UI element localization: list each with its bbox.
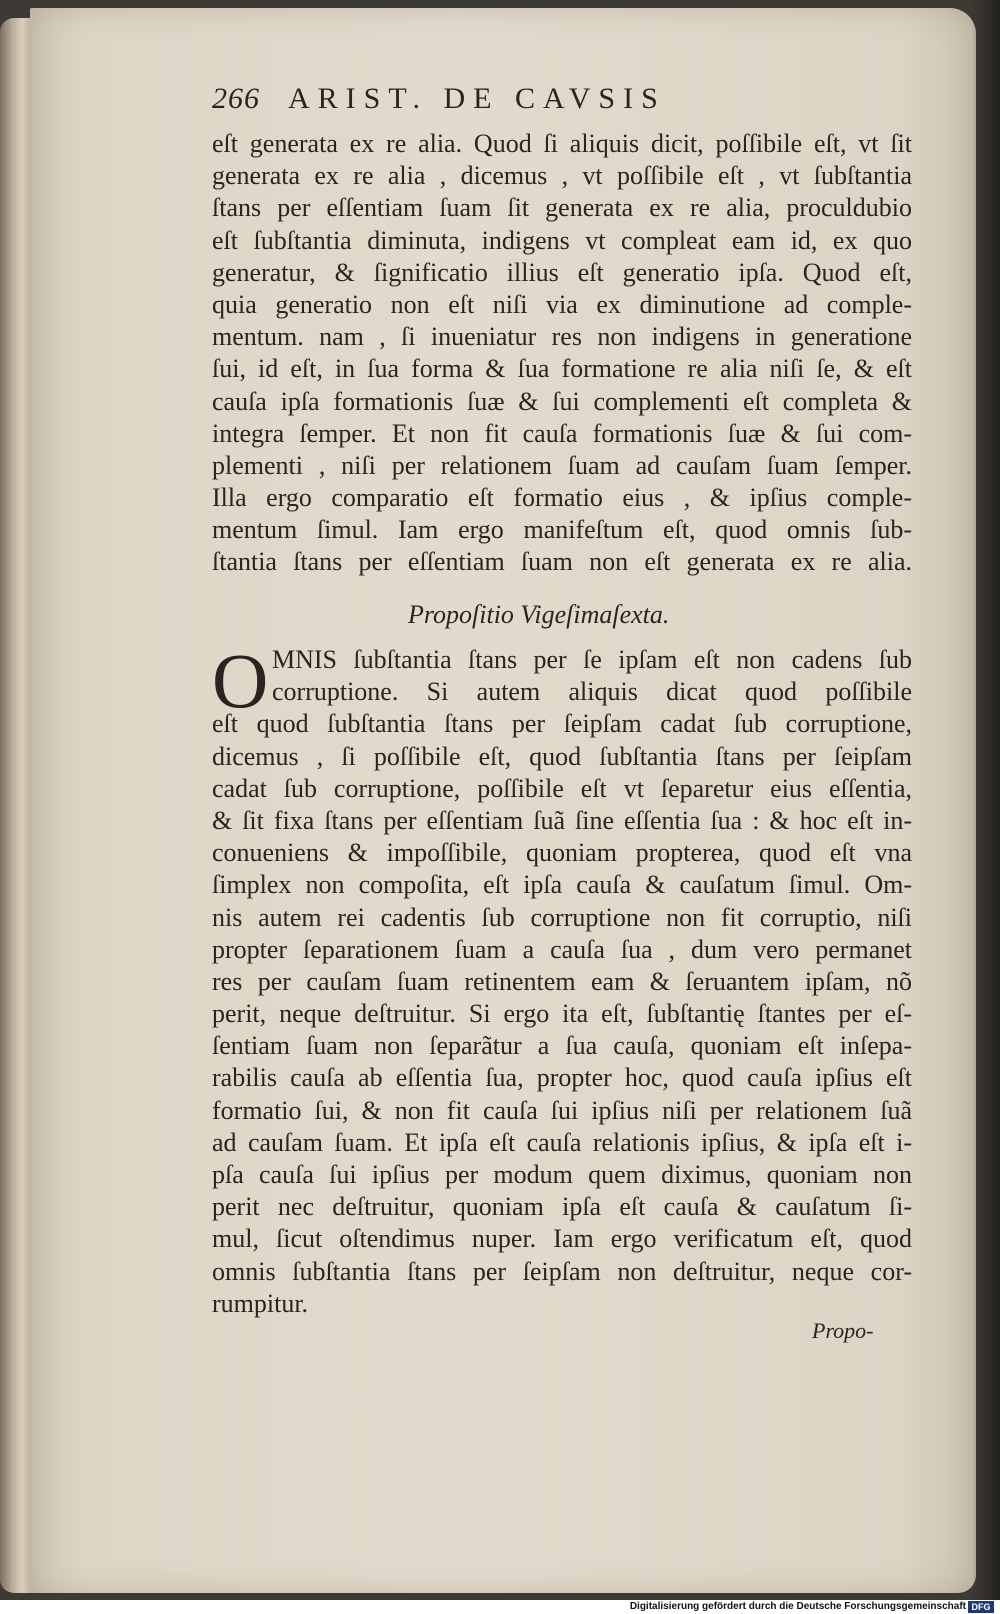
text-line: & ſit fixa ſtans per eſſentiam ſuã ſine eſſentia ſua : & hoc eſt in- bbox=[212, 805, 912, 835]
text-line: MNIS ſubſtantia ſtans per ſe ipſam eſt non cadens ſub bbox=[272, 645, 912, 674]
footer-bar bbox=[0, 1600, 1000, 1614]
text-line: nis autem rei cadentis ſub corruptione non fit corruptio, niſi bbox=[212, 902, 912, 932]
text-line: res per cauſam ſuam retinentem eam & ſeruantem ipſam, nõ bbox=[212, 966, 912, 996]
footer-credit: Digitalisierung gefördert durch die Deutsche Forschungsgemeinschaft bbox=[629, 1601, 966, 1612]
text-line: rabilis cauſa ab eſſentia ſua, propter hoc, quod cauſa ipſius eſt bbox=[212, 1063, 912, 1093]
text-line: perit nec deſtruitur, quoniam ipſa eſt cauſa & cauſatum ſi- bbox=[212, 1192, 912, 1222]
page-number: 266 bbox=[212, 82, 260, 115]
text-line: cadat ſub corruptione, poſſibile eſt vt ſeparetur eius eſſentia, bbox=[212, 773, 912, 803]
section-heading: Propoſitio Vigeſimaſexta. bbox=[408, 600, 670, 629]
text-line: perit, neque deſtruitur. Si ergo ita eſt, ſubſtantię ſtantes per eſ- bbox=[212, 999, 912, 1029]
running-title: ARIST. DE CAVSIS bbox=[288, 82, 666, 115]
text-line: omnis ſubſtantia ſtans per ſeipſam non deſtruitur, neque cor- bbox=[212, 1256, 912, 1286]
dfg-logo: DFG bbox=[968, 1601, 994, 1613]
text-line: ſtantia ſtans per eſſentiam ſuam non eſt generata ex re alia. bbox=[212, 547, 912, 577]
text-line: ſui, id eſt, in ſua forma & ſua formatione re alia niſi ſe, & eſt bbox=[212, 354, 912, 384]
text-line: mul, ſicut oſtendimus nuper. Iam ergo verificatum eſt, quod bbox=[212, 1224, 912, 1254]
catchword: Propo- bbox=[812, 1318, 874, 1343]
paragraph-2 bbox=[212, 637, 912, 1320]
text-line: conueniens & impoſſibile, quoniam propterea, quod eſt vna bbox=[212, 838, 912, 868]
page-gutter-shadow bbox=[972, 0, 1000, 1600]
paragraph-1 bbox=[212, 128, 912, 579]
text-line: corruptione. Si autem aliquis dicat quod poſſibile bbox=[272, 677, 912, 707]
text-line: plementi , niſi per relationem ſuam ad cauſam ſuam ſemper. bbox=[212, 450, 912, 480]
text-line: rumpitur. bbox=[212, 1288, 309, 1318]
text-line: mentum. nam , ſi inueniatur res non indigens in generatione bbox=[212, 322, 912, 352]
text-line: eſt generata ex re alia. Quod ſi aliquis dicit, poſſibile eſt, vt ſit bbox=[212, 129, 912, 158]
text-line: eſt quod ſubſtantia ſtans per ſeipſam cadat ſub corruptione, bbox=[212, 709, 912, 739]
text-line: eſt ſubſtantia diminuta, indigens vt compleat eam id, ex quo bbox=[212, 225, 912, 255]
text-line: pſa cauſa ſui ipſius per modum quem diximus, quoniam non bbox=[212, 1160, 912, 1189]
text-line: quia generatio non eſt niſi via ex diminutione ad comple- bbox=[212, 289, 912, 319]
text-line: cauſa ipſa formationis ſuæ & ſui complementi eſt completa & bbox=[212, 386, 912, 416]
text-line: ad cauſam ſuam. Et ipſa eſt cauſa relationis ipſius, & ipſa eſt i- bbox=[212, 1127, 912, 1157]
text-line: formatio ſui, & non fit cauſa ſui ipſius niſi per relationem ſuã bbox=[212, 1095, 912, 1125]
text-line: dicemus , ſi poſſibile eſt, quod ſubſtantia ſtans per ſeipſam bbox=[212, 741, 912, 771]
text-line: generata ex re alia , dicemus , vt poſſibile eſt , vt ſubſtantia bbox=[212, 161, 912, 191]
drop-cap: O bbox=[212, 637, 269, 724]
text-line: integra ſemper. Et non fit cauſa formationis ſuæ & ſui com- bbox=[212, 418, 912, 448]
text-line: Illa ergo comparatio eſt formatio eius , & ipſius comple- bbox=[212, 483, 912, 513]
running-head bbox=[212, 82, 822, 122]
text-line: mentum ſimul. Iam ergo manifeſtum eſt, quod omnis ſub- bbox=[212, 515, 912, 545]
text-line: generatur, & ſignificatio illius eſt generatio ipſa. Quod eſt, bbox=[212, 257, 912, 287]
text-line: ſimplex non compoſita, eſt ipſa cauſa & cauſatum ſimul. Om- bbox=[212, 870, 912, 900]
text-line: ſtans per eſſentiam ſuam ſit generata ex re alia, proculdubio bbox=[212, 193, 912, 223]
text-line: propter ſeparationem ſuam a cauſa ſua , dum vero permanet bbox=[212, 934, 912, 964]
text-line: ſentiam ſuam non ſeparãtur a ſua cauſa, quoniam eſt inſepa- bbox=[212, 1031, 912, 1061]
